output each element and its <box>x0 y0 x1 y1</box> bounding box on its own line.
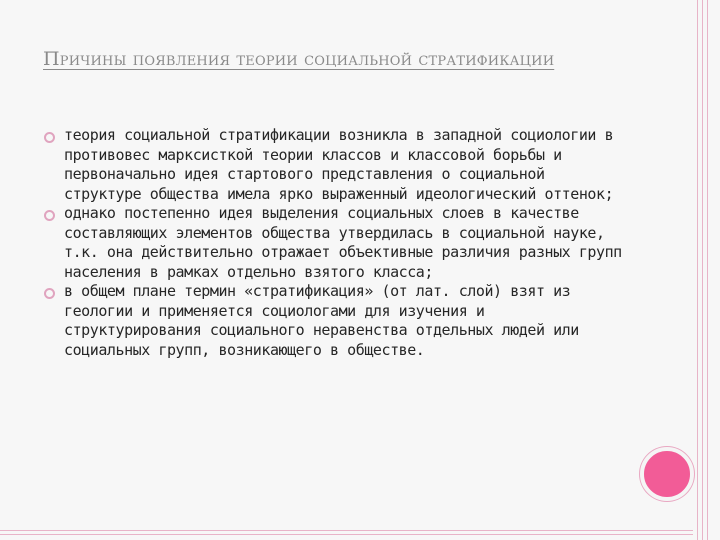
bullet-item <box>44 282 624 360</box>
slide-title: Причины появления теории социальной стратификации <box>43 48 555 70</box>
bullet-item <box>44 126 624 204</box>
bottom-decorative-border <box>0 528 693 540</box>
bullet-text: теория социальной стратификации возникла в западной социологии в противовес марксисткой теории классов и классовой борьбы и первоначально идея стартового представления о социальной структуре общества имела ярко выраженный идеологический оттенок; <box>64 126 614 203</box>
bullet-item <box>44 204 624 282</box>
right-decorative-border <box>693 0 720 540</box>
circle-bullet-icon <box>44 132 55 143</box>
bullet-text: однако постепенно идея выделения социальных слоев в качестве составляющих элементов общества утвердилась в социальной науке, т.к. она действительно отражает объективные различия разных групп населения в рамках отдельно взятого класса; <box>64 204 622 281</box>
circle-bullet-icon <box>44 210 55 221</box>
bullet-text: в общем плане термин «стратификация» (от лат. слой) взят из геологии и применяется социологами для изучения и структурирования социального неравенства отдельных людей или социальных групп, возникающего в обществе. <box>64 282 579 359</box>
bullet-list <box>44 126 624 360</box>
pink-circle-decoration <box>640 447 694 501</box>
circle-bullet-icon <box>44 288 55 299</box>
